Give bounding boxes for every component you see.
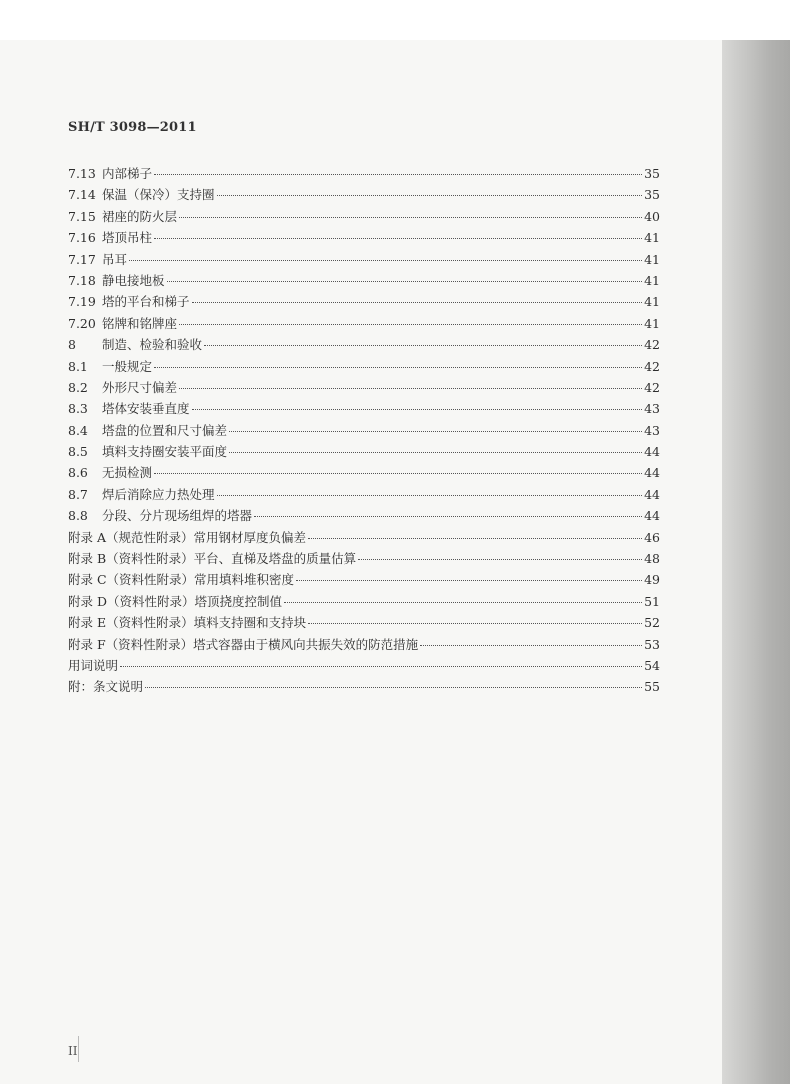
toc-title: 附录 B（资料性附录）平台、直梯及塔盘的质量估算	[68, 551, 357, 567]
toc-page-number: 49	[644, 572, 660, 588]
toc-entry[interactable]	[68, 655, 660, 676]
toc-title: 裙座的防火层	[102, 208, 178, 224]
toc-leader-dots	[179, 217, 642, 218]
toc-section-number: 7.19	[68, 294, 96, 310]
toc-leader-dots	[167, 281, 642, 282]
toc-leader-dots	[296, 580, 642, 581]
toc-page-number: 51	[644, 593, 660, 609]
toc-title: 内部梯子	[102, 166, 153, 181]
toc-title: 焊后消除应力热处理	[102, 486, 215, 502]
toc-entry[interactable]	[68, 163, 660, 184]
toc-leader-dots	[254, 516, 642, 517]
toc-page-number: 41	[644, 315, 660, 331]
toc-page-number: 44	[644, 444, 660, 460]
toc-page-number: 43	[644, 401, 660, 417]
toc-page-number: 44	[644, 486, 660, 502]
toc-leader-dots	[217, 195, 642, 196]
toc-entry[interactable]	[68, 291, 660, 312]
toc-title: 附录 D（资料性附录）塔顶挠度控制值	[68, 593, 282, 609]
toc-entry[interactable]	[68, 527, 660, 548]
toc-page-number: 55	[644, 679, 660, 695]
toc-title: 无损检测	[102, 465, 153, 481]
toc-title: 附录 E（资料性附录）填料支持圈和支持块	[68, 615, 307, 631]
toc-leader-dots	[204, 345, 642, 346]
toc-page-number: 46	[644, 529, 660, 545]
toc-leader-dots	[229, 452, 642, 453]
toc-title: 塔的平台和梯子	[102, 294, 190, 310]
toc-page-number: 41	[644, 230, 660, 246]
toc-title: 铭牌和铭牌座	[102, 315, 178, 331]
toc-section-number: 7.18	[68, 272, 96, 288]
toc-title: 外形尺寸偏差	[102, 379, 178, 395]
toc-entry[interactable]	[68, 313, 660, 334]
toc-title: 附：条文说明	[68, 679, 144, 695]
toc-page-number: 42	[644, 337, 660, 353]
toc-entry[interactable]	[68, 206, 660, 227]
toc-leader-dots	[308, 623, 642, 624]
toc-page-number: 52	[644, 615, 660, 631]
toc-leader-dots	[129, 260, 642, 261]
standard-code-header: SH/T 3098—2011	[68, 120, 197, 135]
toc-entry[interactable]	[68, 634, 660, 655]
toc-entry[interactable]	[68, 249, 660, 270]
toc-leader-dots	[154, 473, 642, 474]
toc-title: 附录 F（资料性附录）塔式容器由于横风向共振失效的防范措施	[68, 636, 419, 652]
toc-page-number: 35	[644, 166, 660, 181]
toc-section-number: 8.8	[68, 508, 88, 524]
toc-leader-dots	[179, 388, 642, 389]
toc-leader-dots	[145, 687, 642, 688]
toc-title: 静电接地板	[102, 272, 165, 288]
toc-page-number: 42	[644, 379, 660, 395]
toc-section-number: 8.7	[68, 486, 88, 502]
toc-page-number: 41	[644, 251, 660, 267]
toc-leader-dots	[154, 238, 642, 239]
toc-leader-dots	[358, 559, 642, 560]
toc-title: 吊耳	[102, 251, 128, 267]
scan-margin	[0, 0, 790, 40]
toc-page-number: 53	[644, 636, 660, 652]
toc-leader-dots	[229, 431, 642, 432]
table-of-contents	[68, 163, 660, 698]
toc-leader-dots	[420, 645, 642, 646]
toc-leader-dots	[192, 302, 642, 303]
binding-shadow	[722, 40, 790, 1084]
toc-page-number: 44	[644, 465, 660, 481]
toc-page-number: 48	[644, 551, 660, 567]
toc-entry[interactable]	[68, 184, 660, 205]
toc-entry[interactable]	[68, 227, 660, 248]
toc-section-number: 8.3	[68, 401, 88, 417]
toc-page-number: 44	[644, 508, 660, 524]
toc-entry[interactable]	[68, 462, 660, 483]
toc-entry[interactable]	[68, 569, 660, 590]
toc-section-number: 7.15	[68, 208, 96, 224]
toc-section-number: 7.16	[68, 230, 96, 246]
toc-page-number: 43	[644, 422, 660, 438]
footer-divider	[78, 1036, 79, 1062]
toc-entry[interactable]	[68, 356, 660, 377]
toc-section-number: 7.17	[68, 251, 96, 267]
toc-section-number: 8.1	[68, 358, 88, 374]
toc-entry[interactable]	[68, 334, 660, 355]
toc-section-number: 8	[68, 337, 76, 353]
toc-leader-dots	[308, 538, 642, 539]
toc-page-number: 41	[644, 272, 660, 288]
toc-section-number: 8.4	[68, 422, 88, 438]
toc-leader-dots	[284, 602, 642, 603]
toc-entry[interactable]	[68, 484, 660, 505]
toc-title: 制造、检验和验收	[102, 337, 203, 353]
toc-section-number: 7.20	[68, 315, 96, 331]
toc-leader-dots	[154, 367, 642, 368]
toc-leader-dots	[179, 324, 642, 325]
toc-title: 塔盘的位置和尺寸偏差	[102, 422, 228, 438]
toc-leader-dots	[217, 495, 642, 496]
toc-entry[interactable]	[68, 612, 660, 633]
toc-title: 分段、分片现场组焊的塔器	[102, 508, 253, 524]
toc-section-number: 8.2	[68, 379, 88, 395]
toc-entry[interactable]	[68, 441, 660, 462]
toc-entry[interactable]	[68, 548, 660, 569]
toc-title: 保温（保冷）支持圈	[102, 187, 215, 203]
toc-entry[interactable]	[68, 398, 660, 419]
toc-title: 塔顶吊柱	[102, 230, 153, 246]
toc-title: 附录 A（规范性附录）常用钢材厚度负偏差	[68, 529, 307, 545]
toc-section-number: 7.13	[68, 166, 96, 181]
toc-entry[interactable]	[68, 377, 660, 398]
toc-title: 填料支持圈安装平面度	[102, 444, 228, 460]
toc-page-number: 42	[644, 358, 660, 374]
toc-title: 用词说明	[68, 657, 119, 673]
toc-page-number: 35	[644, 187, 660, 203]
toc-title: 一般规定	[102, 358, 153, 374]
toc-entry[interactable]	[68, 270, 660, 291]
toc-page-number: 40	[644, 208, 660, 224]
toc-leader-dots	[192, 409, 642, 410]
page-number: II	[68, 1044, 78, 1058]
toc-section-number: 7.14	[68, 187, 96, 203]
toc-section-number: 8.5	[68, 444, 88, 460]
toc-leader-dots	[154, 174, 642, 175]
toc-entry[interactable]	[68, 505, 660, 526]
toc-page-number: 41	[644, 294, 660, 310]
toc-title: 塔体安装垂直度	[102, 401, 190, 417]
toc-page-number: 54	[644, 657, 660, 673]
toc-entry[interactable]	[68, 676, 660, 697]
toc-section-number: 8.6	[68, 465, 88, 481]
toc-title: 附录 C（资料性附录）常用填料堆积密度	[68, 572, 295, 588]
toc-entry[interactable]	[68, 420, 660, 441]
toc-leader-dots	[120, 666, 642, 667]
toc-entry[interactable]	[68, 591, 660, 612]
